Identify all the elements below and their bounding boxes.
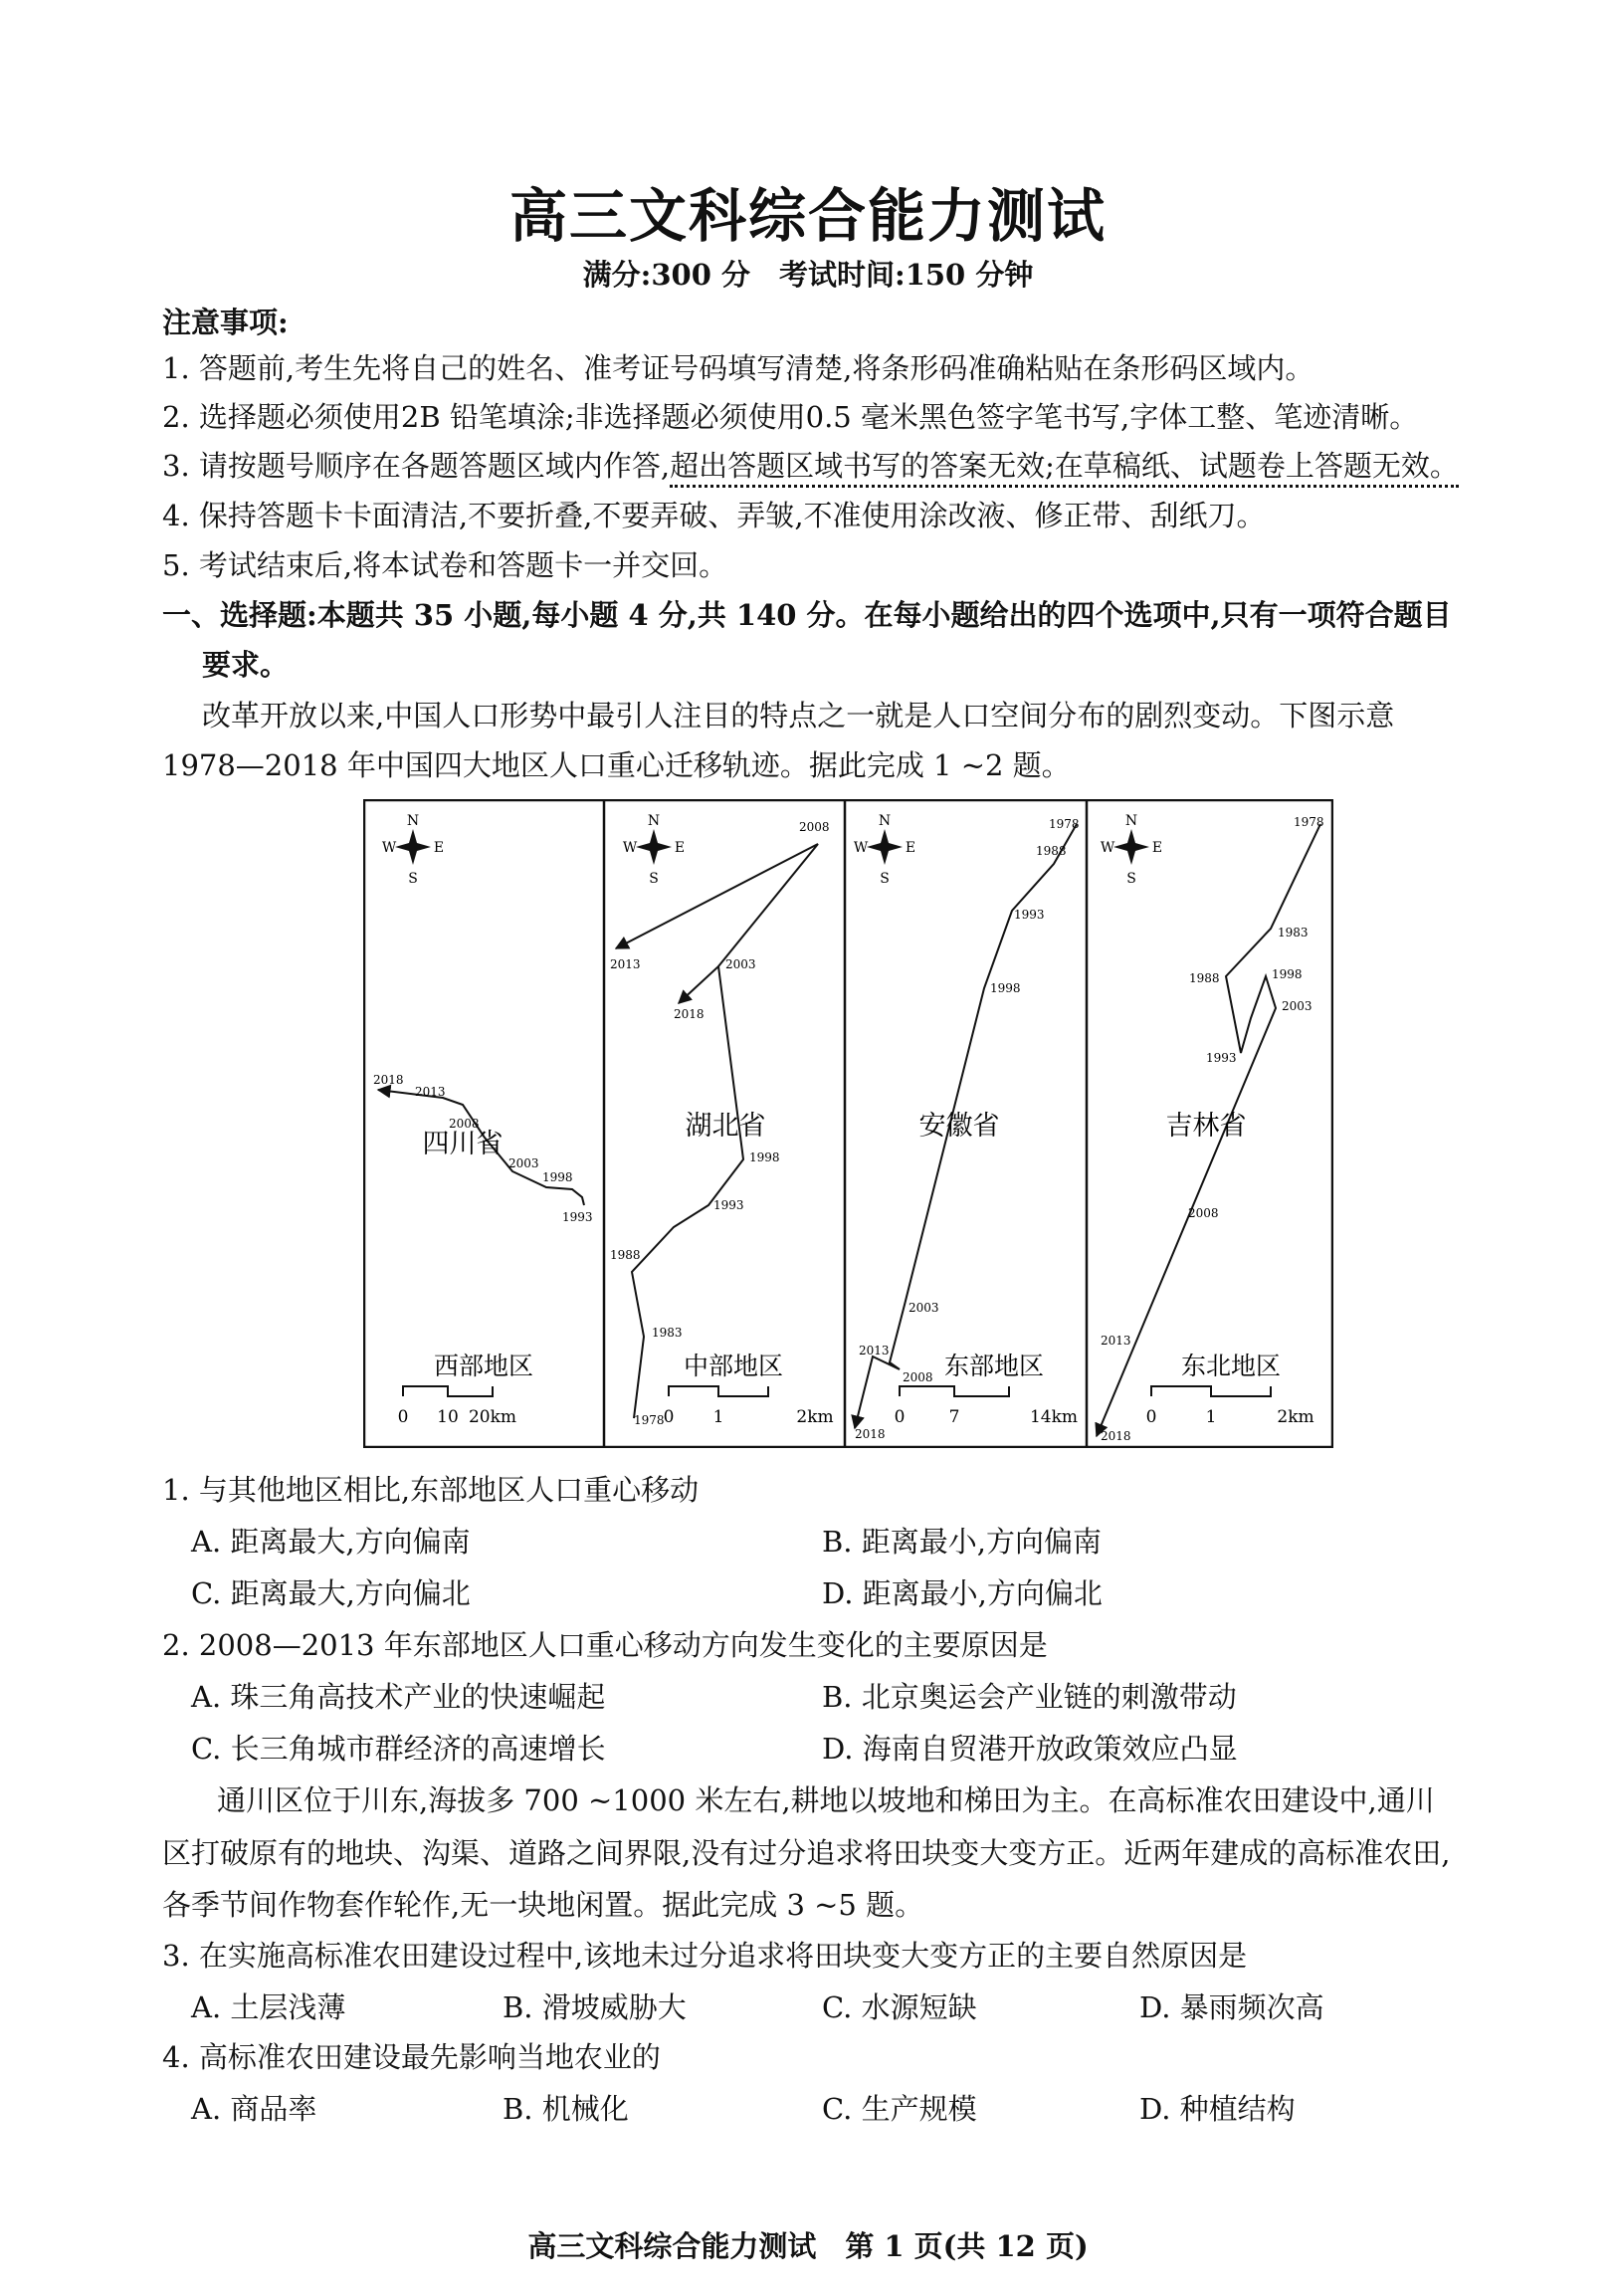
region-label: 东部地区 (943, 1352, 1045, 1380)
panel-west (373, 813, 593, 1427)
region-label: 西部地区 (433, 1352, 534, 1380)
year-label: 1978 (1049, 817, 1080, 831)
notice-item-3 (162, 444, 1459, 485)
q3-option-a[interactable]: A. 土层浅薄 (191, 1990, 346, 2024)
year-label: 1993 (713, 1198, 744, 1212)
q2-option-a[interactable]: A. 珠三角高技术产业的快速崛起 (191, 1680, 606, 1714)
year-label: 2003 (1282, 999, 1313, 1013)
svg-text:W: W (1100, 840, 1115, 856)
region-label: 中部地区 (683, 1352, 784, 1380)
svg-text:S: S (408, 871, 418, 887)
q3-stem: 3. 在实施高标准农田建设过程中,该地未过分追求将田块变大变方正的主要自然原因是 (162, 1939, 1248, 1973)
page-subtitle: 满分:300 分 考试时间:150 分钟 (582, 258, 1034, 292)
svg-text:2km: 2km (796, 1407, 834, 1427)
province-label: 安徽省 (918, 1111, 1000, 1142)
page-title: 高三文科综合能力测试 (508, 182, 1107, 250)
notice-item-3-text: 3. 请按题号顺序在各题答题区域内作答, (162, 449, 671, 483)
compass-icon (854, 813, 915, 887)
svg-text:W: W (381, 840, 397, 856)
svg-text:N: N (878, 813, 892, 829)
year-label: 2013 (415, 1085, 446, 1099)
passage1-line1: 改革开放以来,中国人口形势中最引人注目的特点之一就是人口空间分布的剧烈变动。下图示意 (202, 699, 1395, 732)
population-center-figure (363, 799, 1333, 1448)
passage2-line1: 通川区位于川东,海拔多 700 ~1000 米左右,耕地以坡地和梯田为主。在高标准农田建设中,通川 (217, 1783, 1435, 1817)
notice-item-5: 5. 考试结束后,将本试卷和答题卡一并交回。 (162, 548, 728, 582)
year-label: 1983 (652, 1326, 683, 1340)
region-label: 东北地区 (1180, 1352, 1282, 1380)
province-label: 四川省 (422, 1129, 504, 1159)
year-label: 1998 (542, 1170, 573, 1184)
province-label: 吉林省 (1165, 1111, 1247, 1142)
q2-option-b[interactable]: B. 北京奥运会产业链的刺激带动 (822, 1680, 1237, 1714)
svg-text:S: S (649, 871, 659, 887)
year-label: 1983 (1278, 926, 1309, 939)
q3-option-c[interactable]: C. 水源短缺 (822, 1990, 977, 2024)
q2-option-d[interactable]: D. 海南自贸港开放政策效应凸显 (822, 1732, 1238, 1766)
q3-option-d[interactable]: D. 暴雨频次高 (1139, 1990, 1324, 2024)
passage2-line3: 各季节间作物套作轮作,无一块地闲置。据此完成 3 ~5 题。 (162, 1888, 924, 1922)
q4-option-a[interactable]: A. 商品率 (191, 2092, 317, 2126)
year-label: 2018 (855, 1427, 886, 1441)
notice-item-4: 4. 保持答题卡卡面清洁,不要折叠,不要弄破、弄皱,不准使用涂改液、修正带、刮纸刀。 (162, 499, 1266, 532)
scale-bar (398, 1386, 516, 1427)
passage1-line2: 1978—2018 年中国四大地区人口重心迁移轨迹。据此完成 1 ~2 题。 (162, 748, 1071, 782)
svg-text:W: W (622, 840, 638, 856)
svg-text:1: 1 (712, 1407, 724, 1427)
province-label: 湖北省 (685, 1111, 766, 1142)
q1-option-a[interactable]: A. 距离最大,方向偏南 (191, 1525, 471, 1559)
q3-option-b[interactable]: B. 滑坡威胁大 (503, 1990, 687, 2024)
svg-text:10: 10 (437, 1407, 459, 1427)
q4-stem: 4. 高标准农田建设最先影响当地农业的 (162, 2040, 661, 2074)
year-label: 1998 (990, 981, 1021, 995)
q1-option-b[interactable]: B. 距离最小,方向偏南 (822, 1525, 1102, 1559)
notice-item-3-emphasis: 超出答题区域书写的答案无效;在草稿纸、试题卷上答题无效。 (670, 449, 1459, 488)
trajectory-line (616, 844, 818, 966)
svg-text:20km: 20km (468, 1407, 517, 1427)
svg-text:S: S (880, 871, 890, 887)
year-label: 2018 (674, 1007, 705, 1021)
panel-northeast (1097, 813, 1324, 1443)
year-label: 2013 (1101, 1334, 1131, 1348)
svg-text:N: N (1124, 813, 1138, 829)
scale-bar (664, 1386, 834, 1427)
compass-icon (382, 813, 444, 887)
svg-text:E: E (433, 840, 445, 856)
year-label: 1998 (749, 1150, 780, 1164)
q1-stem: 1. 与其他地区相比,东部地区人口重心移动 (162, 1473, 700, 1507)
svg-text:S: S (1126, 871, 1136, 887)
year-label: 2013 (610, 957, 641, 971)
svg-text:2km: 2km (1277, 1407, 1314, 1427)
year-label: 1993 (1206, 1051, 1237, 1065)
year-label: 2018 (373, 1073, 404, 1087)
year-label: 1978 (634, 1413, 665, 1427)
svg-text:7: 7 (948, 1407, 960, 1427)
svg-text:N: N (406, 813, 420, 829)
svg-text:E: E (905, 840, 916, 856)
year-label: 2008 (799, 820, 830, 834)
year-label: 2003 (909, 1301, 939, 1315)
year-label: 2008 (903, 1370, 933, 1384)
year-label: 1978 (1294, 815, 1324, 829)
year-label: 1988 (1189, 971, 1220, 985)
scale-bar (1146, 1386, 1314, 1427)
trajectory-line (632, 966, 743, 1418)
svg-text:E: E (674, 840, 686, 856)
notice-heading: 注意事项: (162, 306, 289, 339)
compass-icon (623, 813, 685, 887)
svg-text:N: N (647, 813, 661, 829)
svg-text:0: 0 (663, 1407, 675, 1427)
year-label: 2003 (725, 957, 756, 971)
q4-option-c[interactable]: C. 生产规模 (822, 2092, 977, 2126)
q2-stem: 2. 2008—2013 年东部地区人口重心移动方向发生变化的主要原因是 (162, 1628, 1048, 1662)
q1-option-c[interactable]: C. 距离最大,方向偏北 (191, 1576, 471, 1610)
notice-item-1: 1. 答题前,考生先将自己的姓名、准考证号码填写清楚,将条形码准确粘贴在条形码区域内。 (162, 351, 1314, 385)
year-label: 1998 (1272, 967, 1303, 981)
year-label: 2008 (449, 1117, 480, 1131)
compass-icon (1101, 813, 1162, 887)
section-heading: 一、选择题:本题共 35 小题,每小题 4 分,共 140 分。在每小题给出的四个选项中,只有一项符合题目 (162, 598, 1452, 632)
panel-central (610, 813, 834, 1427)
svg-text:14km: 14km (1029, 1407, 1079, 1427)
year-label: 2008 (1188, 1206, 1219, 1220)
passage2-line2: 区打破原有的地块、沟渠、道路之间界限,没有过分追求将田块变大变方正。近两年建成的高标准农田, (162, 1836, 1451, 1870)
q2-option-c[interactable]: C. 长三角城市群经济的高速增长 (191, 1732, 606, 1766)
year-label: 1993 (1014, 908, 1045, 922)
year-label: 1988 (610, 1248, 641, 1262)
svg-text:0: 0 (397, 1407, 409, 1427)
svg-text:0: 0 (894, 1407, 906, 1427)
page-footer: 高三文科综合能力测试 第 1 页(共 12 页) (527, 2229, 1089, 2263)
year-label: 2018 (1101, 1429, 1131, 1443)
q1-option-d[interactable]: D. 距离最小,方向偏北 (822, 1576, 1103, 1610)
q4-option-b[interactable]: B. 机械化 (503, 2092, 629, 2126)
scale-bar (895, 1386, 1078, 1427)
year-label: 2003 (508, 1156, 539, 1170)
notice-item-2: 2. 选择题必须使用2B 铅笔填涂;非选择题必须使用0.5 毫米黑色签字笔书写,字体工整、笔迹清晰。 (162, 400, 1419, 434)
year-label: 1993 (562, 1210, 593, 1224)
svg-text:E: E (1151, 840, 1163, 856)
svg-text:W: W (853, 840, 869, 856)
q4-option-d[interactable]: D. 种植结构 (1139, 2092, 1296, 2126)
year-label: 2013 (859, 1344, 890, 1357)
svg-text:1: 1 (1205, 1407, 1217, 1427)
panel-east (854, 813, 1080, 1441)
section-heading-cont: 要求。 (202, 648, 290, 682)
svg-text:0: 0 (1145, 1407, 1157, 1427)
year-label: 1988 (1036, 844, 1067, 858)
